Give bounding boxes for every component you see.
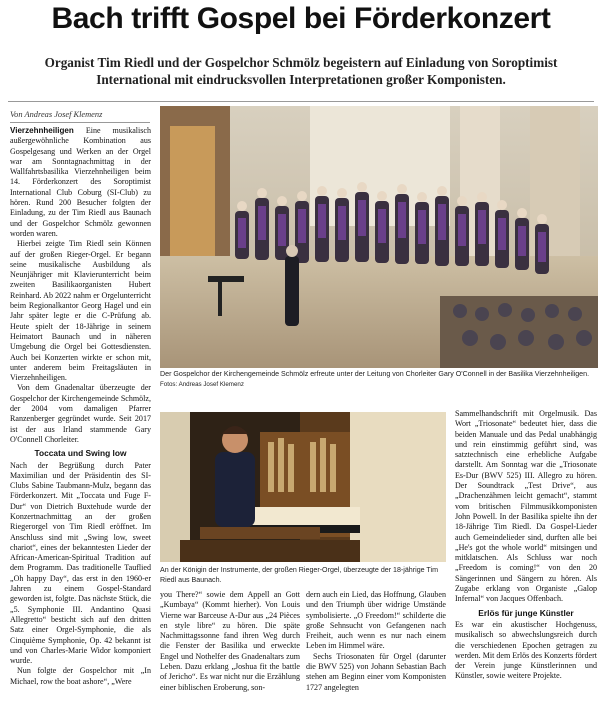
dateline: Vierzehnheiligen (10, 126, 74, 135)
paragraph: Nun folgte der Gospelchor mit „In Michael, row the boat ashore“, „Were (10, 666, 151, 686)
paragraph: Nach der Begrüßung durch Pater Maximilian und der Präsidentin des SI-Clubs Sabine Taubmann-Mulz, begann das Förderkonzert. Mit „Toccata und Fuge F-Dur“ von Dietrich Buxtehude wurde der Konzertnachmittag an der großen Riegerorgel von Tim Riedl eröffnet. Im Anschluss sind mit „Swing low, sweet chariot“, eines der bekanntesten Lieder der African-American-Spiritual Tradition auf dem Programm. Das traditionelle Tauflied „Oh happy Day“, das erst in den 1960-er Jahren zu einem Gospel-Standard geworden ist, folgte. Das nächste Stück, die „5. Symphonie III. Andantino Quasi Allegretto“ besticht sich auf den dritten Satz einer Orgel-Symphonie, die als Cinquième Symphonie, Op. 42 bekannt ist und von Charles-Marie Widor komponiert wurde. (10, 460, 151, 666)
paragraph: Vierzehnheiligen Eine musikalisch außergewöhnliche Kombination aus Gospelgesang und Werken an der Orgel war am Sonntagnachmittag in der Wallfahrtsbasilika Vierzehnheiligen beim 14. Förderkonzert des Soroptimist International Club Coburg (SI-Club) zu hören. Rund 200 Besucher folgten der Einladung, zu der Tim Riedl aus Baunach und der Gospelchor Schmölz gewonnen worden waren. (10, 126, 151, 238)
paragraph: Es war ein akustischer Hochgenuss, musikalisch so abwechslungsreich durch die verschiedenen Epochen getragen zu werden. Mit dem Erlös des Konzerts fördert der Verein junge Künstlerinnen und Künstler, sowie weitere Projekte. (455, 619, 597, 681)
subheadline: Organist Tim Riedl und der Gospelchor Schmölz begeistern auf Einladung von Soroptimist International mit eindrucksvollen Interpretationen großer Komponisten. (44, 55, 558, 87)
organist-photo (160, 412, 446, 562)
paragraph: you There?“ sowie dem Appell an Gott „Kumbaya“ (Kommt hierher). Von Louis Vierne war Barceuse A-Dur aus „24 Pièces en style libre“ zu hören. Die späte Nachmittagssonne fand ihren Weg durch die Fenster der Basilika und erweckte Engel und Nothelfer des Gnadenaltars zum Leben. Dazu erklang „Joshua fit the battle of Jericho“. Es war nicht nur die Erzählung einer biblischen Eroberung, son- (160, 590, 300, 692)
section-heading: Toccata und Swing low (34, 448, 127, 459)
headline: Bach trifft Gospel bei Förderkonzert (51, 2, 551, 35)
header-divider (8, 101, 594, 102)
paragraph: Sammelhandschrift mit Orgelmusik. Das Wort „Triosonate“ bedeutet hier, dass die beiden Manuale und das Pedal unabhängig und rein einstimmig geführt sind, was satztechnisch eine erhebliche Aufgabe darstellt. Am Sonntag war die „Triosonate Es-Dur (BWV 525) III. Allegro zu hören. Der Soundtrack „Test Drive“, aus „Drachenzähmen leicht gemacht“, stammt vom britischen Filmmusikkomponisten John Powell. In der Basilika spielte ihn der 18-Jährige Tim Riedl. Da Gospel-Lieder auch Gemeindelieder sind, durften alle bei „He's got the whole world“ mitsingen und mitklatschen. Als Schluss war noch „Freedom is coming!“ von den 20 Sängerinnen und Sängern zu hören. Als Zugabe erklang von Organiste „Galop Infernal“ von Jacques Offenbach. (455, 409, 597, 604)
article-column-1 (10, 126, 151, 720)
paragraph: Sechs Triosonaten für Orgel (darunter die BWV 525) von Johann Sebastian Bach stehen am Beginn einer vom Komponisten 1727 angelegten (306, 651, 446, 692)
byline: Von Andreas Josef Klemenz (10, 110, 103, 119)
choir-photo-illustration (160, 106, 598, 368)
photo-caption: An der Königin der Instrumente, der großen Rieger-Orgel, überzeugte der 18-jährige Tim Riedl aus Baunach. (160, 566, 438, 584)
article-column-4 (455, 409, 597, 720)
paragraph: Hierbei zeigte Tim Riedl sein Können auf der großen Rieger-Orgel. Er begann seine musikalische Ausbildung als Neunjähriger mit Klavierunterricht beim zweiten Basilikaorganisten Hubert Reinhard. Ab 2022 nahm er Orgelunterricht beim Regionalkantor Georg Hagel und ein Jahr später legte er die C-Prüfung ab. Heute spielt der 18-Jährige in seinem Heimatort Baunach und in näheren Umgebung die Orgel bei Gottesdiensten. Auch bei Konzerten wirkte er schon mit, unter anderem beim Freitagsläuten in Vierzehnheiligen. (10, 239, 151, 383)
choir-photo (160, 106, 598, 368)
byline-divider (10, 122, 150, 123)
photo-caption: Der Gospelchor der Kirchengemeinde Schmölz erfreute unter der Leitung von Chorleiter Gary O'Connell in der Basilika Vierzehnheiligen. Fotos: Andreas Josef Klemenz (160, 370, 590, 388)
paragraph: Von dem Gnadenaltar überzeugte der Gospelchor der Kirchengemeinde Schmölz, der 2004 vom damaligen Pfarrer Ranzenberger gegründet wurde. Seit 2017 ist der aus Irland stammende Gary O'Connell Chorleiter. (10, 383, 151, 444)
organist-photo-illustration (160, 412, 446, 562)
photo-credit: Fotos: Andreas Josef Klemenz (160, 380, 244, 388)
article-column-3b (306, 590, 446, 720)
paragraph: dern auch ein Lied, das Hoffnung, Glauben und den Triumph über widrige Umstände symbolisierte. „O Freedom!“ schilderte die große Sehnsucht von Gefangenen nach Freiheit, auch wenn es nur nach einem Leben im Himmel wäre. (306, 590, 446, 651)
section-heading: Erlös für junge Künstler (478, 607, 574, 618)
article-column-3 (160, 590, 300, 720)
